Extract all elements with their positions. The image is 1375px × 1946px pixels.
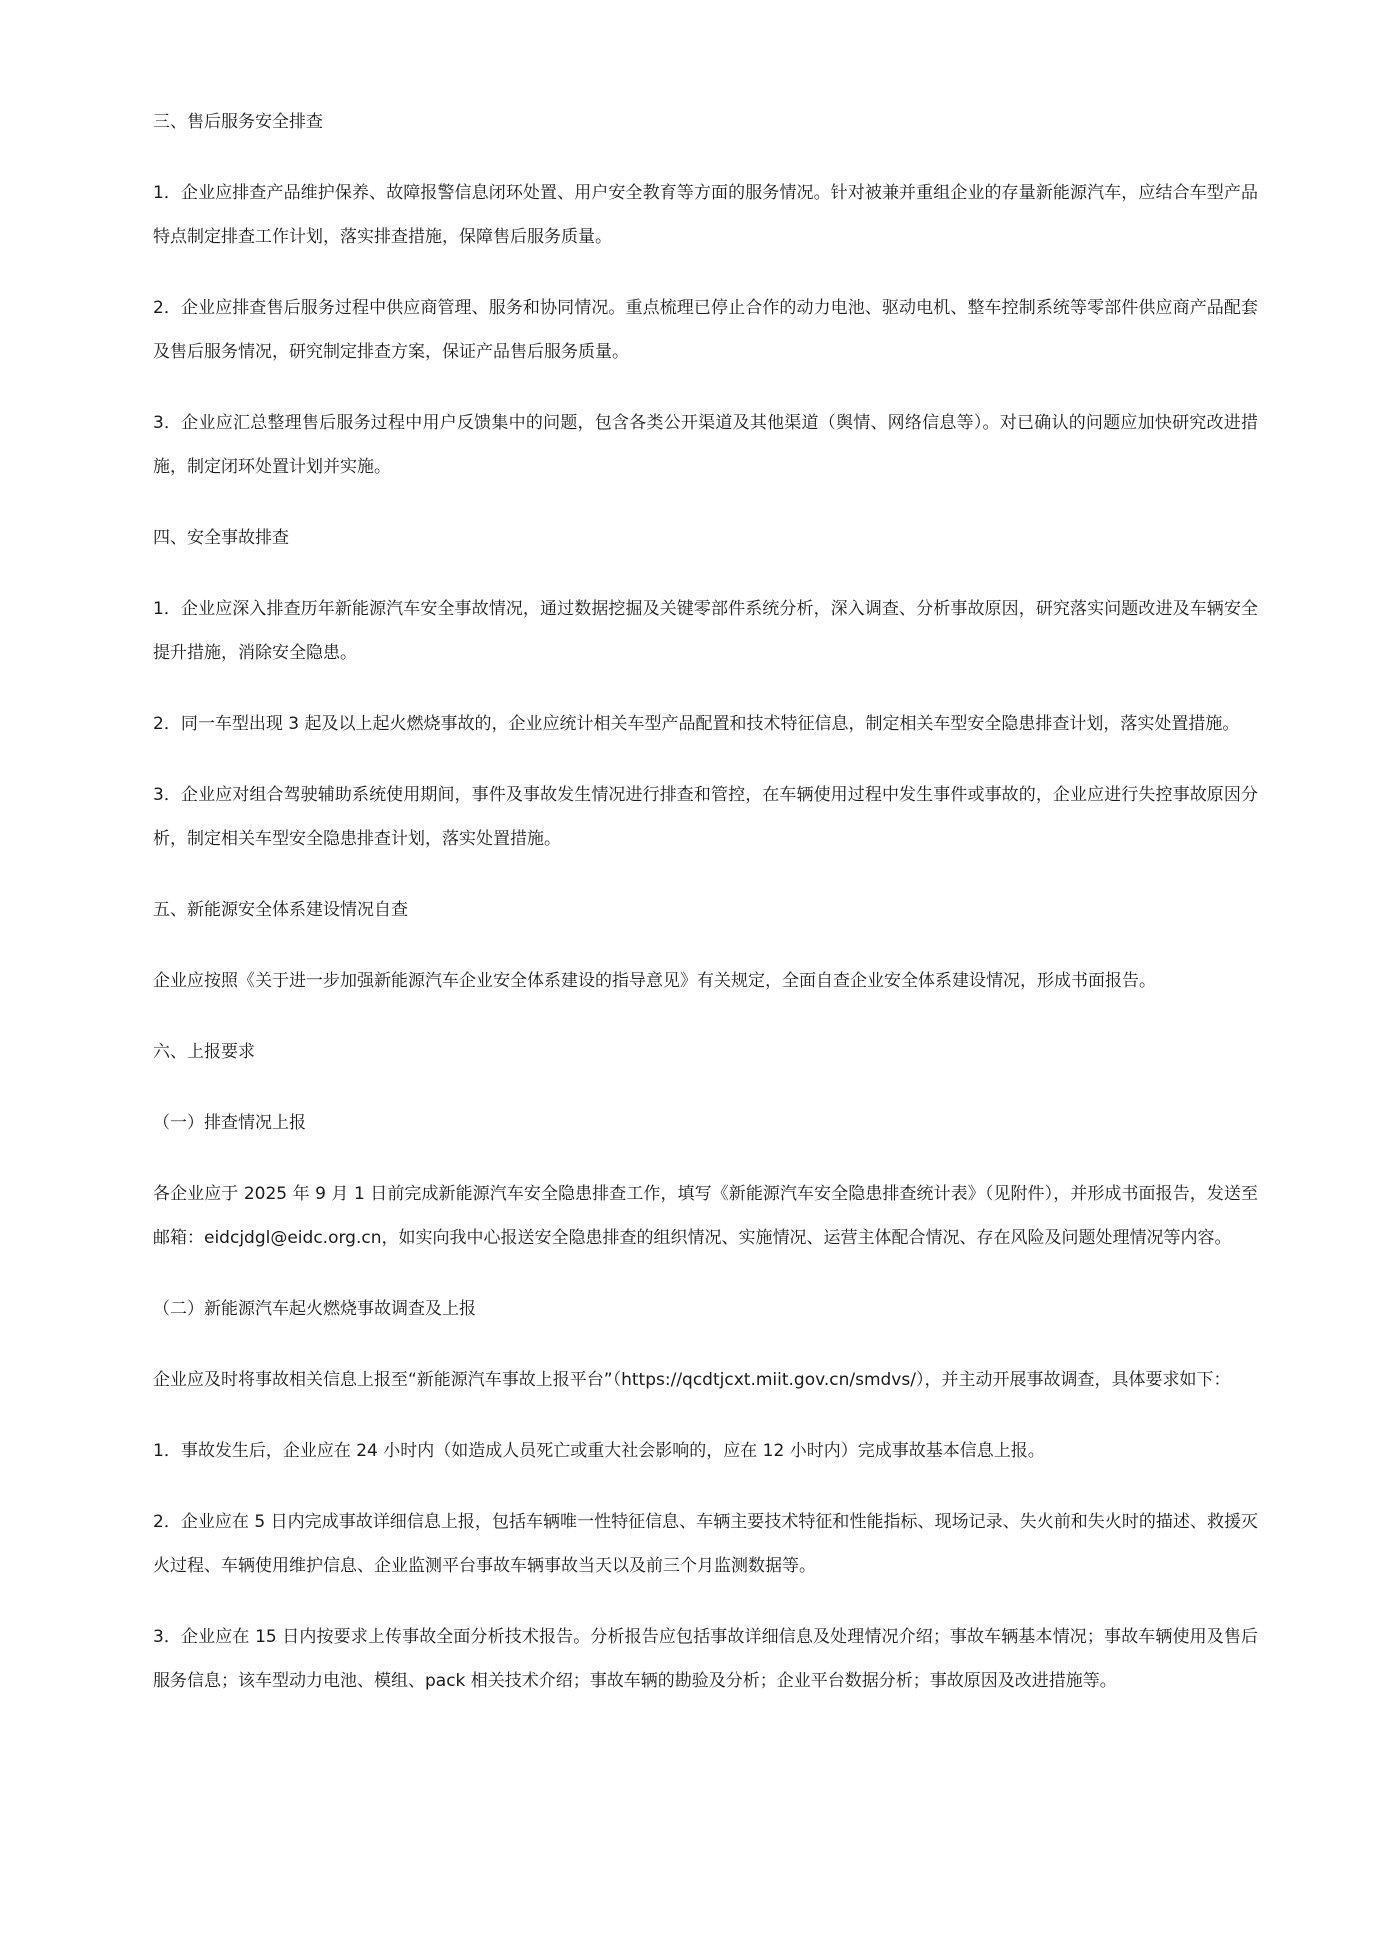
paragraph: 3．企业应对组合驾驶辅助系统使用期间，事件及事故发生情况进行排查和管控，在车辆使用过程中发生事件或事故的，企业应进行失控事故原因分析，制定相关车型安全隐患排查计划，落实处置措施。 — [153, 785, 1258, 849]
paragraph: 企业应及时将事故相关信息上报至“新能源汽车事故上报平台”（https://qcdtjcxt.miit.gov.cn/smdvs/），并主动开展事故调查，具体要求如下： — [153, 1370, 1231, 1390]
subsection-heading-fire-accident: （二）新能源汽车起火燃烧事故调查及上报 — [153, 1299, 476, 1319]
paragraph: 2．企业应在 5 日内完成事故详细信息上报，包括车辆唯一性特征信息、车辆主要技术特征和性能指标、现场记录、失火前和失火时的描述、救援灭火过程、车辆使用维护信息、企业监测平台事故车辆事故当天以及前三个月监测数据等。 — [153, 1512, 1258, 1576]
section-heading-accident-investigation: 四、安全事故排查 — [153, 528, 289, 548]
paragraph: 3．企业应在 15 日内按要求上传事故全面分析技术报告。分析报告应包括事故详细信息及处理情况介绍；事故车辆基本情况；事故车辆使用及售后服务信息；该车型动力电池、模组、pack 相关技术介绍；事故车辆的勘验及分析；企业平台数据分析；事故原因及改进措施等。 — [153, 1627, 1258, 1691]
paragraph: 3．企业应汇总整理售后服务过程中用户反馈集中的问题，包含各类公开渠道及其他渠道（舆情、网络信息等）。对已确认的问题应加快研究改进措施，制定闭环处置计划并实施。 — [153, 413, 1258, 477]
paragraph: 各企业应于 2025 年 9 月 1 日前完成新能源汽车安全隐患排查工作，填写《新能源汽车安全隐患排查统计表》（见附件），并形成书面报告，发送至邮箱：eidcjdgl@eidc.org.cn，如实向我中心报送安全隐患排查的组织情况、实施情况、运营主体配合情况、存在风险及问题处理情况等内容。 — [153, 1184, 1258, 1248]
paragraph: 2．企业应排查售后服务过程中供应商管理、服务和协同情况。重点梳理已停止合作的动力电池、驱动电机、整车控制系统等零部件供应商产品配套及售后服务情况，研究制定排查方案，保证产品售后服务质量。 — [153, 298, 1258, 362]
subsection-heading-inspection-report: （一）排查情况上报 — [153, 1113, 306, 1133]
paragraph: 1．企业应深入排查历年新能源汽车安全事故情况，通过数据挖掘及关键零部件系统分析，深入调查、分析事故原因，研究落实问题改进及车辆安全提升措施，消除安全隐患。 — [153, 599, 1258, 663]
document-body — [153, 100, 1258, 1703]
paragraph: 1．事故发生后，企业应在 24 小时内（如造成人员死亡或重大社会影响的，应在 12 小时内）完成事故基本信息上报。 — [153, 1441, 1045, 1461]
section-heading-after-sales: 三、售后服务安全排查 — [153, 112, 323, 132]
paragraph: 企业应按照《关于进一步加强新能源汽车企业安全体系建设的指导意见》有关规定，全面自查企业安全体系建设情况，形成书面报告。 — [153, 971, 1156, 991]
paragraph: 2．同一车型出现 3 起及以上起火燃烧事故的，企业应统计相关车型产品配置和技术特征信息，制定相关车型安全隐患排查计划，落实处置措施。 — [153, 714, 1240, 734]
section-heading-reporting: 六、上报要求 — [153, 1042, 255, 1062]
section-heading-safety-system: 五、新能源安全体系建设情况自查 — [153, 900, 408, 920]
paragraph: 1．企业应排查产品维护保养、故障报警信息闭环处置、用户安全教育等方面的服务情况。针对被兼并重组企业的存量新能源汽车，应结合车型产品特点制定排查工作计划，落实排查措施，保障售后服务质量。 — [153, 183, 1258, 247]
